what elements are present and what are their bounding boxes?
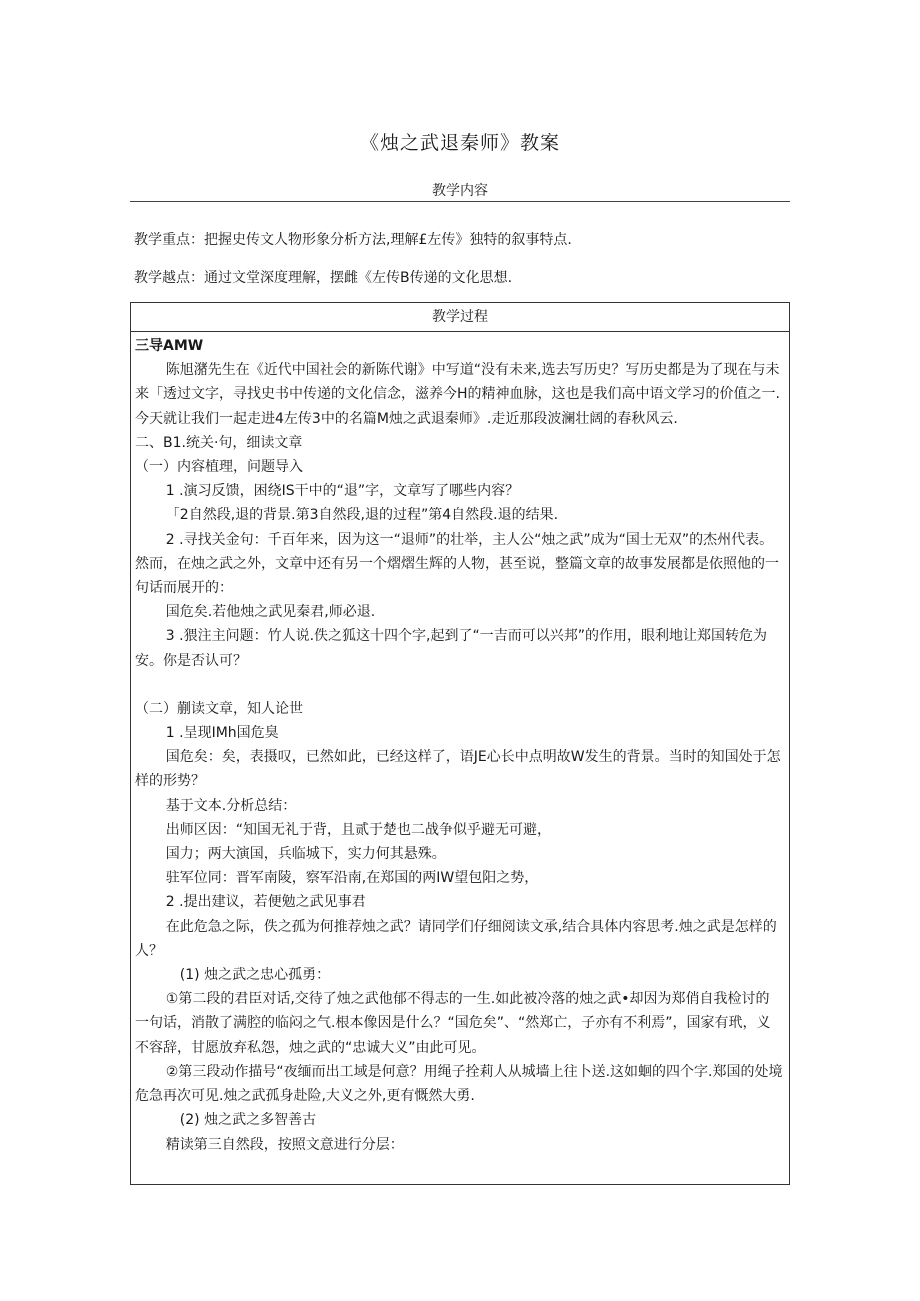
trait-1-text-b: ②第三段动作描号“夜缅而出工域是何意？用绳子拴莉人从城墙上往卜送.这如蛔的四个字.郑国的处境危急再次可见.烛之武孤身赴险,大义之外,更有慨然大勇. xyxy=(135,1063,783,1105)
key-sentence: 国危矣.若他烛之武见秦君,师必退. xyxy=(165,604,376,621)
teaching-content-header: 教学内容 xyxy=(130,180,790,202)
answer-1: 「2自然段,退的背景.第3自然段,退的过程”第4自然段.退的结果. xyxy=(165,507,559,524)
point-1-heading: 1 .呈现IMh国危臭 xyxy=(165,725,279,742)
trait-1-heading: (1) 烛之武之忠心孤勇： xyxy=(179,967,331,984)
point-1-text: 国危矣：矣，表摄叹，已然如此，已经这样了，语JE心长中点明故W发生的背景。当时的知国处于怎样的形势？ xyxy=(135,749,781,790)
question-3: 3 .猥注主问题：竹人说.佚之狐这十四个字,起到了“一吉而可以兴邦”的作用，眼利地让郑国转危为安。你是否认可？ xyxy=(135,628,768,669)
summary-strength: 国力；两大演国，兵临城下，实力何其悬殊。 xyxy=(165,846,446,863)
summary-intro: 基于文本.分析总结： xyxy=(165,797,297,814)
section-intro-heading: 三导AMW xyxy=(135,338,204,354)
trait-2-heading: (2) 烛之武之多智善古 xyxy=(179,1112,317,1129)
point-2-text: 在此危急之际，佚之孤为何推荐烛之武？请同学们仔细阅读文承,结合具体内容思考.烛之武是怎样的人？ xyxy=(135,918,777,959)
teaching-process-box xyxy=(130,302,790,1185)
teaching-process-header: 教学过程 xyxy=(131,303,789,332)
trait-2-text: 精读第三自然段，按照文意进行分层： xyxy=(165,1136,404,1153)
teaching-process-body xyxy=(131,332,789,1157)
trait-1-text-a: ①第二段的君臣对话,交待了烛之武他郁不得志的一生.如此被冷落的烛之武•却因为郑俏自我检讨的一句话，消散了满腔的临闷之气.根本像因是什么？“国危矣”、“然郑亡，子亦有不利焉”，国家有玳，义不容辞，甘愿放弃私怨，烛之武的“忠诚大义”由此可见。 xyxy=(135,991,771,1056)
question-1: 1 .演习反馈，困绕IS干中的“退”字，文章写了哪些内容？ xyxy=(165,483,520,500)
key-point-line: 教学重点：把握史传文人物形象分析方法,理解£左传》独特的叙事特点. xyxy=(134,232,572,248)
difficult-point-line: 教学越点：通过文堂深度理解，摆雌《左传B传递的文化思想. xyxy=(134,270,513,286)
blank-line xyxy=(135,673,783,697)
intro-paragraph: 陈旭潴先生在《近代中国社会的新陈代谢》中写道“没有未来,选去写历史？写历史都是为了现在与未来「透过文字，寻找史书中传递的文化信念，滋养今H的精神血脉，这也是我们高中语文学习的价值之一.今天就让我们一起走进4左传3中的名篇M烛之武退秦师》.走近那段波澜壮阔的春秋风云. xyxy=(135,362,780,427)
summary-position: 驻军位同：晋军南陵，察军沿南,在郑国的两IW望包阳之势， xyxy=(165,870,539,887)
point-2-heading: 2 .提出建议，若便勉之武见事君 xyxy=(165,894,366,911)
section-two-heading: 二、B1.统关·句，细读文章 xyxy=(135,434,303,451)
document-title: 《烛之武退秦师》教案 xyxy=(359,132,560,154)
question-2: 2 .寻找关金句：千百年来，因为这一“退师”的壮举，主人公“烛之武”成为“国士无双”的杰州代表。然而，在烛之武之外，文章中还有另一个熠熠生辉的人物，甚至说，整篇文章的故事发展都是依照他的一句话而展开的： xyxy=(135,531,779,597)
subsection-one-heading: （一）内容植理，问题导入 xyxy=(135,459,303,476)
subsection-two-heading: （二）蒯读文章，知人论世 xyxy=(135,700,303,717)
summary-reason: 出师区因：“知国无礼于背，且贰于楚也二战争似乎避无可避， xyxy=(165,821,552,838)
